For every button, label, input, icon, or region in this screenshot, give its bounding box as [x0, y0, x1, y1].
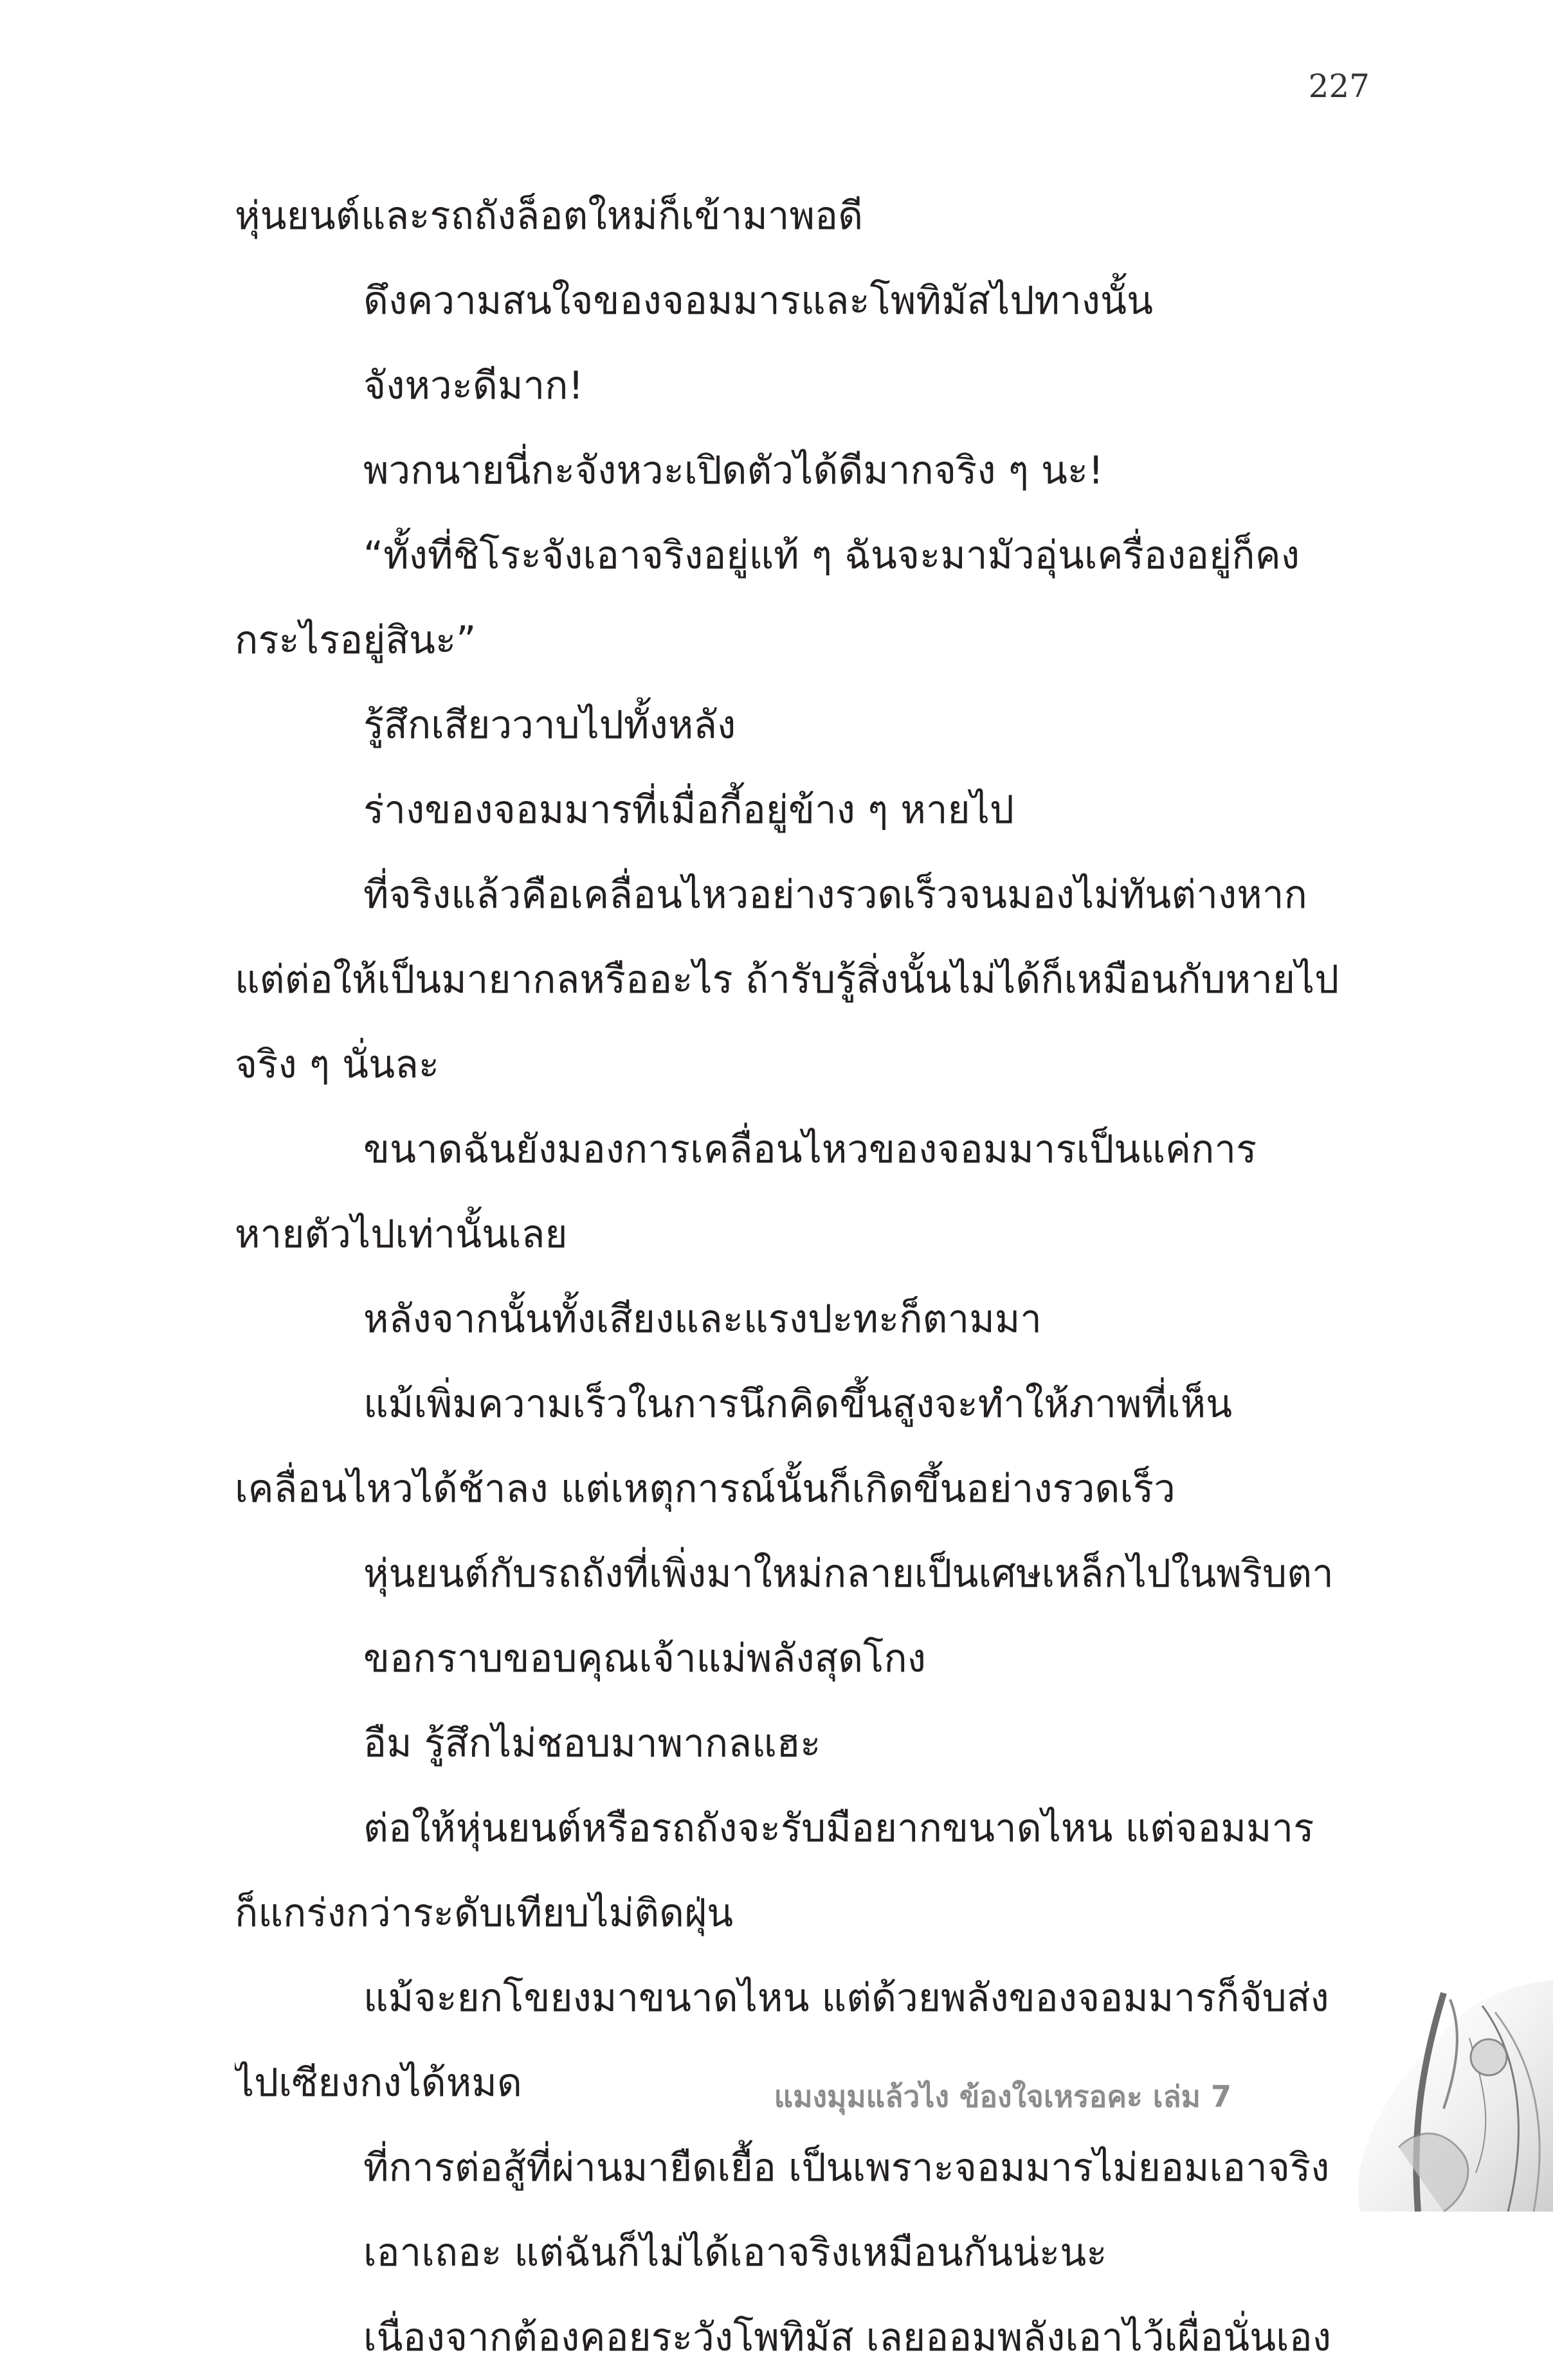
- text-line: จังหวะดีมาก!: [363, 363, 584, 408]
- text-line: ที่การต่อสู้ที่ผ่านมายืดเยื้อ เป็นเพราะจอมมารไม่ยอมเอาจริง: [363, 2145, 1330, 2190]
- text-line: เคลื่อนไหวได้ช้าลง แต่เหตุการณ์นั้นก็เกิดขึ้นอย่างรวดเร็ว: [235, 1466, 1176, 1511]
- text-line: อืม รู้สึกไม่ชอบมาพากลแฮะ: [363, 1721, 821, 1766]
- text-line: หุ่นยนต์กับรถถังที่เพิ่งมาใหม่กลายเป็นเศษเหล็กไปในพริบตา: [363, 1551, 1334, 1596]
- text-line: เอาเถอะ แต่ฉันก็ไม่ได้เอาจริงเหมือนกันน่ะนะ: [363, 2230, 1107, 2275]
- text-line: แม้จะยกโขยงมาขนาดไหน แต่ด้วยพลังของจอมมารก็จับส่ง: [363, 1976, 1329, 2021]
- text-line: เนื่องจากต้องคอยระวังโพทิมัส เลยออมพลังเอาไว้เผื่อนั่นเอง: [363, 2315, 1332, 2360]
- text-line: แม้เพิ่มความเร็วในการนึกคิดขึ้นสูงจะทำให้ภาพที่เห็น: [363, 1382, 1233, 1427]
- text-line: ขอกราบขอบคุณเจ้าแม่พลังสุดโกง: [363, 1636, 926, 1681]
- body-text: [235, 174, 1373, 2380]
- text-line: กระไรอยู่สินะ”: [235, 618, 477, 663]
- text-line: ที่จริงแล้วคือเคลื่อนไหวอย่างรวดเร็วจนมองไม่ทันต่างหาก: [363, 872, 1307, 917]
- text-line: รู้สึกเสียววาบไปทั้งหลัง: [363, 703, 736, 748]
- text-line: หุ่นยนต์และรถถังล็อตใหม่ก็เข้ามาพอดี: [235, 194, 864, 239]
- text-line: พวกนายนี่กะจังหวะเปิดตัวได้ดีมากจริง ๆ นะ!: [363, 448, 1104, 493]
- footer-book-title: แมงมุมแล้วไง ข้องใจเหรอคะ เล่ม 7: [774, 2079, 1231, 2114]
- text-line: หายตัวไปเท่านั้นเลย: [235, 1212, 568, 1257]
- text-line: “ทั้งที่ชิโระจังเอาจริงอยู่แท้ ๆ ฉันจะมามัวอุ่นเครื่องอยู่ก็คง: [363, 533, 1300, 578]
- text-line: แต่ต่อให้เป็นมายากลหรืออะไร ถ้ารับรู้สิ่งนั้นไม่ได้ก็เหมือนกับหายไป: [235, 957, 1340, 1002]
- text-line: ก็แกร่งกว่าระดับเทียบไม่ติดฝุ่น: [235, 1891, 734, 1936]
- text-line: ขนาดฉันยังมองการเคลื่อนไหวของจอมมารเป็นแค่การ: [363, 1127, 1257, 1172]
- text-line: หลังจากนั้นทั้งเสียงและแรงปะทะก็ตามมา: [363, 1297, 1042, 1342]
- text-line: ร่างของจอมมารที่เมื่อกี้อยู่ข้าง ๆ หายไป: [363, 788, 1014, 833]
- page-number: 227: [1308, 68, 1370, 105]
- corner-illustration: [1251, 1980, 1553, 2212]
- text-line: ไปเซียงกงได้หมด: [235, 2060, 522, 2105]
- text-line: ต่อให้หุ่นยนต์หรือรถถังจะรับมือยากขนาดไหน แต่จอมมาร: [363, 1806, 1314, 1851]
- text-line: จริง ๆ นั่นละ: [235, 1042, 440, 1087]
- text-line: ดึงความสนใจของจอมมารและโพทิมัสไปทางนั้น: [363, 278, 1153, 323]
